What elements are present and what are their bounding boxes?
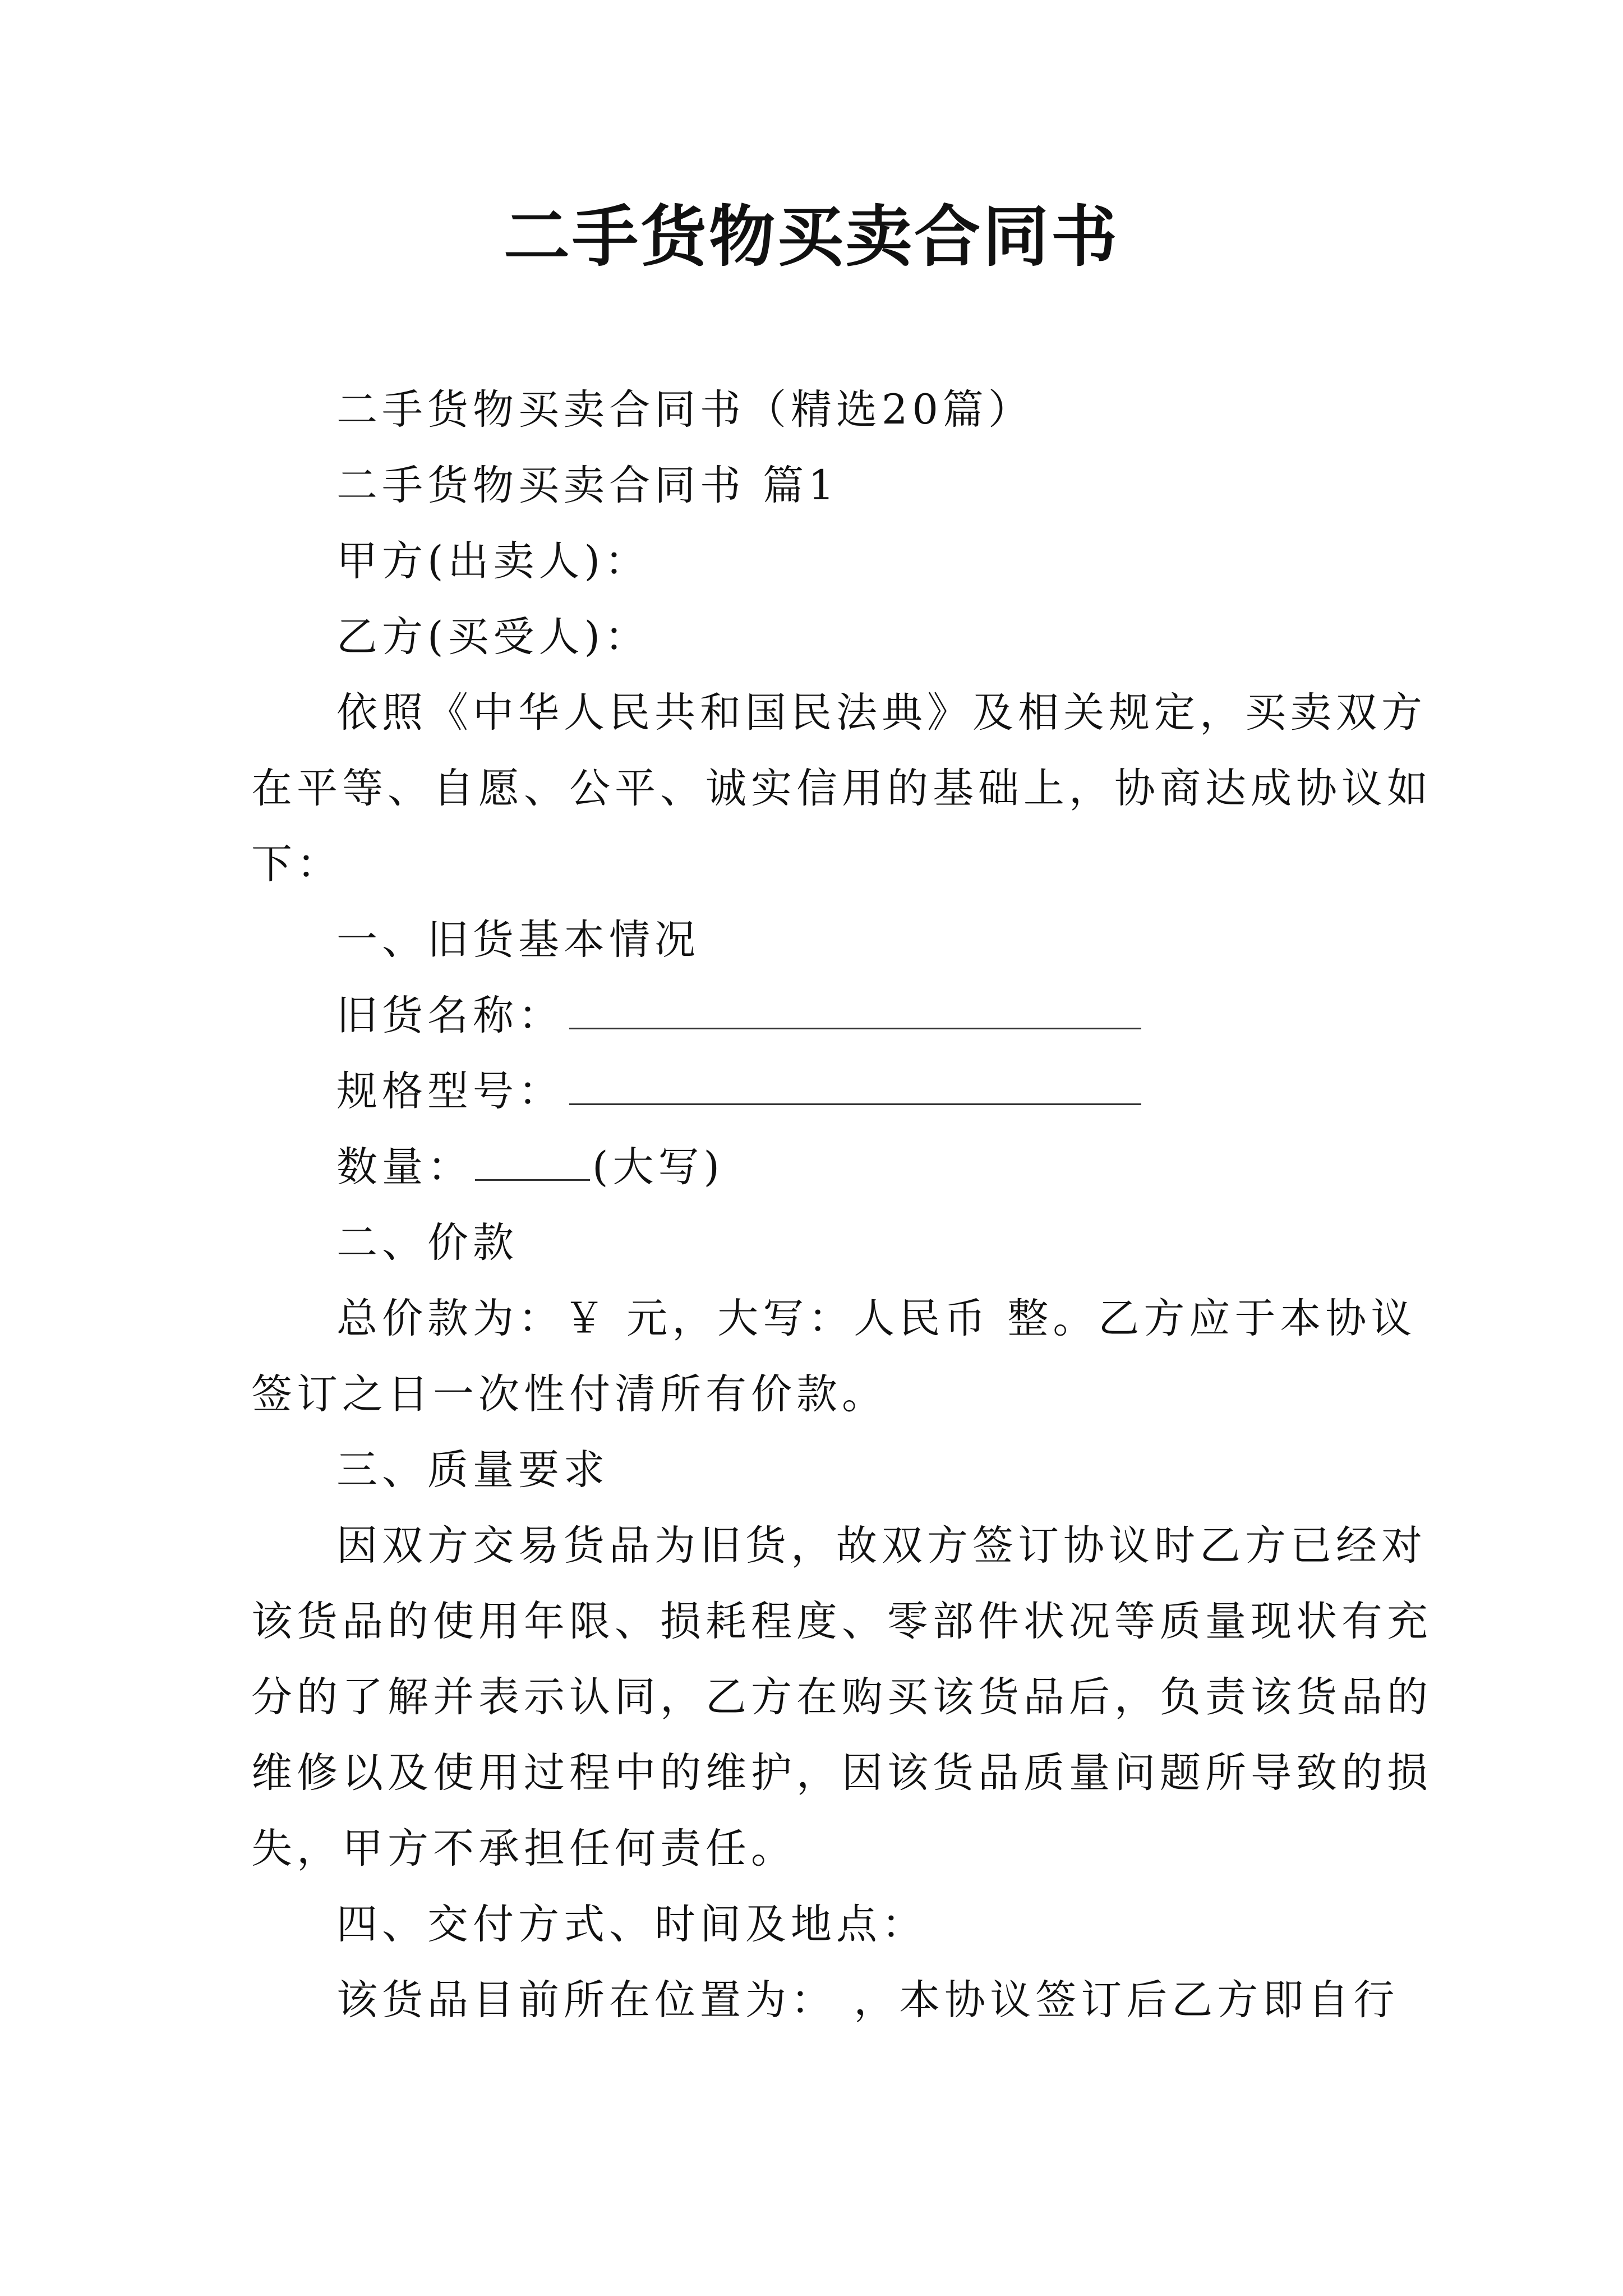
section-3-heading: 三、质量要求 bbox=[336, 1446, 609, 1494]
party-b-line: 乙方(买受人)： bbox=[336, 613, 650, 661]
model-row bbox=[336, 1064, 1141, 1120]
intro-line-2: 在平等、自愿、公平、诚实信用的基础上，协商达成协议如 bbox=[251, 765, 1432, 812]
model-blank bbox=[569, 1066, 1141, 1105]
model-label: 规格型号： bbox=[336, 1068, 564, 1115]
quantity-suffix: (大写) bbox=[592, 1143, 724, 1191]
goods-name-blank bbox=[569, 991, 1141, 1029]
section-1-heading: 一、旧货基本情况 bbox=[336, 916, 700, 964]
goods-name-label: 旧货名称： bbox=[336, 992, 564, 1039]
quality-line-1: 因双方交易货品为旧货，故双方签订协议时乙方已经对 bbox=[336, 1522, 1427, 1570]
quantity-row bbox=[336, 1139, 724, 1195]
intro-line-1: 依照《中华人民共和国民法典》及相关规定，买卖双方 bbox=[336, 689, 1427, 737]
delivery-line-1: 该货品目前所在位置为： ，本协议签订后乙方即自行 bbox=[336, 1976, 1399, 2024]
quality-line-3: 分的了解并表示认同，乙方在购买该货品后，负责该货品的 bbox=[251, 1673, 1432, 1721]
section-4-heading: 四、交付方式、时间及地点： bbox=[336, 1901, 927, 1948]
quality-line-5: 失，甲方不承担任何责任。 bbox=[251, 1825, 796, 1872]
chapter-heading: 二手货物买卖合同书 篇1 bbox=[336, 462, 839, 509]
price-line-2: 签订之日一次性付清所有价款。 bbox=[251, 1370, 887, 1418]
document-title: 二手货物买卖合同书 bbox=[503, 197, 1119, 275]
intro-line-3: 下： bbox=[251, 840, 342, 888]
quantity-label: 数量： bbox=[336, 1143, 473, 1191]
goods-name-row bbox=[336, 988, 1141, 1044]
party-a-line: 甲方(出卖人)： bbox=[336, 537, 650, 585]
quality-line-2: 该货品的使用年限、损耗程度、零部件状况等质量现状有充 bbox=[251, 1598, 1432, 1645]
quantity-blank bbox=[475, 1142, 590, 1181]
quality-line-4: 维修以及使用过程中的维护，因该货品质量问题所导致的损 bbox=[251, 1749, 1432, 1797]
subtitle-line: 二手货物买卖合同书（精选20篇） bbox=[336, 386, 1034, 434]
price-line-1: 总价款为：￥ 元，大写：人民币 整。乙方应于本协议 bbox=[336, 1295, 1417, 1342]
section-2-heading: 二、价款 bbox=[336, 1219, 518, 1267]
